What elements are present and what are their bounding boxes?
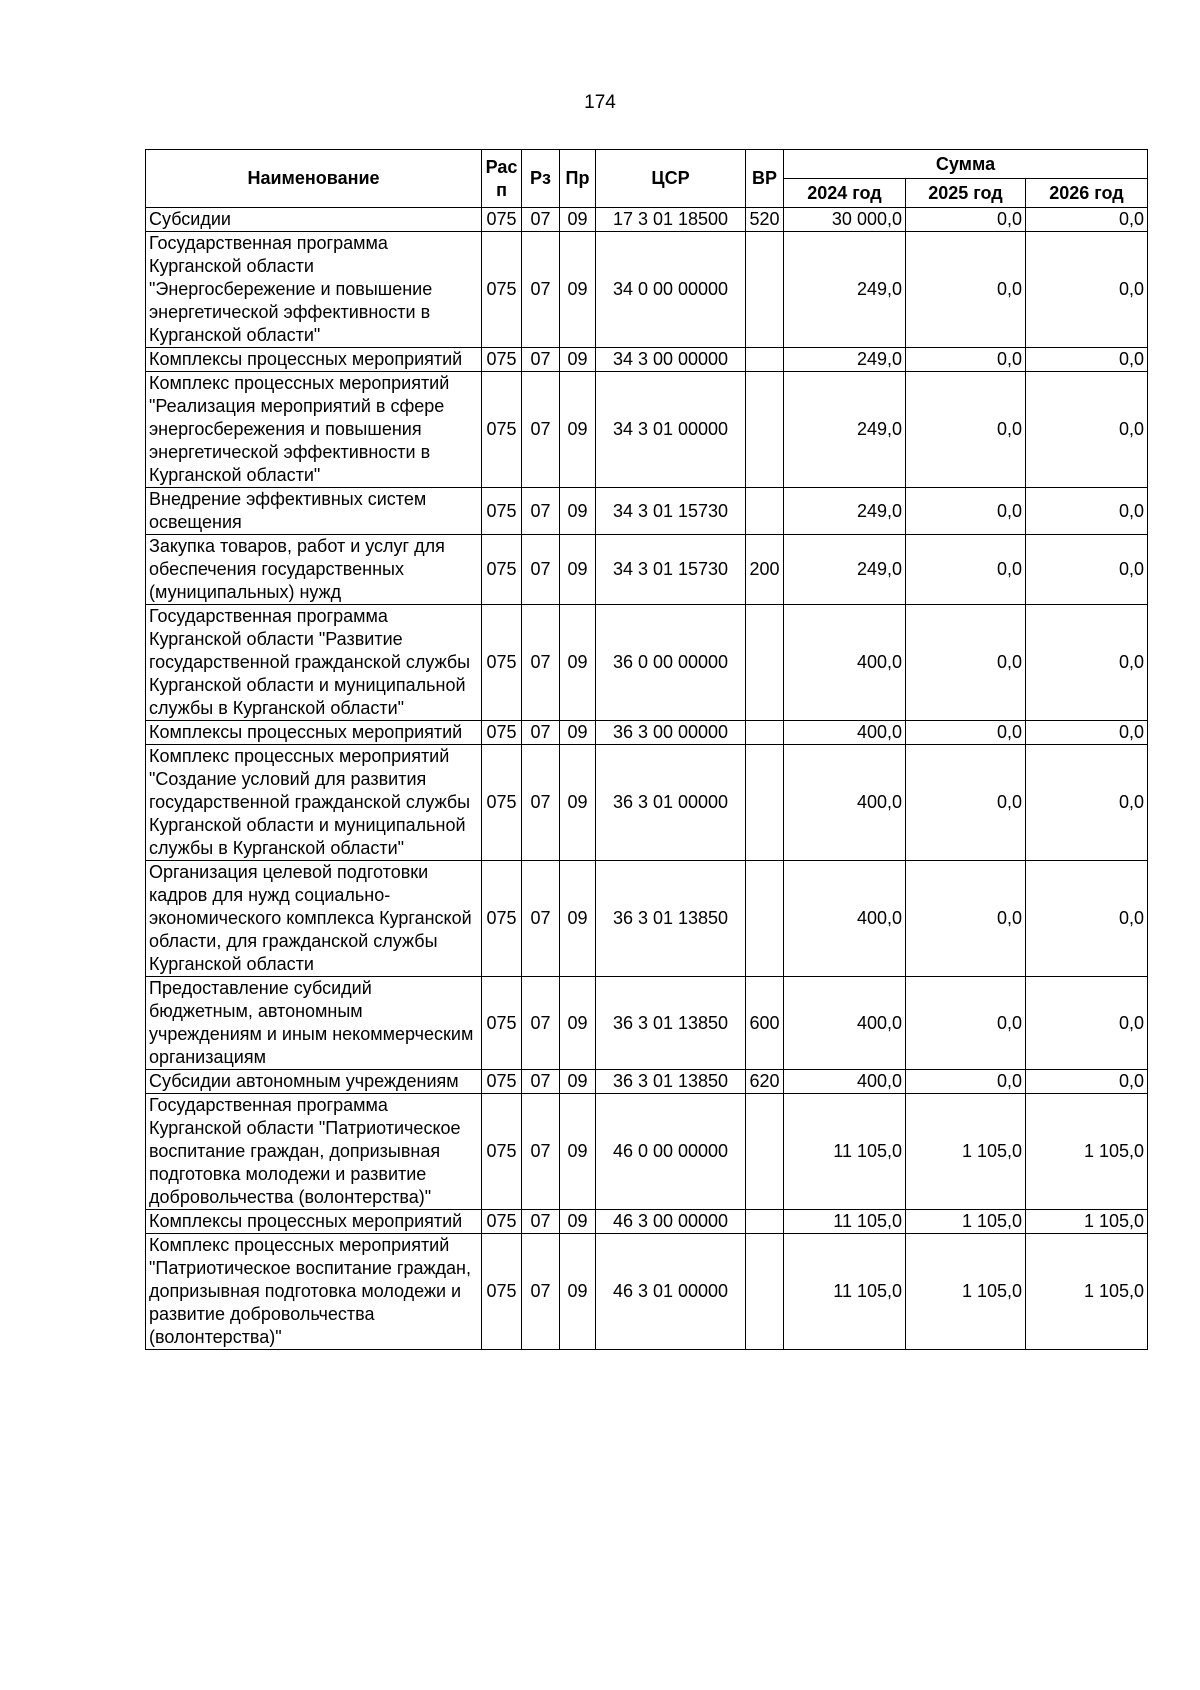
cell-name: Государственная программа Курганской области "Развитие государственной гражданской службы Курганской области и муниципальной службы в Курганской области" (146, 605, 482, 721)
cell-rasp: 075 (482, 232, 522, 348)
cell-2024: 11 105,0 (784, 1094, 906, 1210)
cell-vr (746, 861, 784, 977)
cell-2026: 0,0 (1026, 348, 1148, 372)
cell-2024: 249,0 (784, 372, 906, 488)
cell-vr (746, 372, 784, 488)
cell-pr: 09 (560, 861, 596, 977)
cell-vr (746, 1234, 784, 1350)
cell-name: Предоставление субсидий бюджетным, автономным учреждениям и иным некоммерческим организациям (146, 977, 482, 1070)
cell-2025: 0,0 (906, 348, 1026, 372)
cell-2024: 11 105,0 (784, 1234, 906, 1350)
cell-2025: 0,0 (906, 1070, 1026, 1094)
cell-rz: 07 (522, 232, 560, 348)
table-row (146, 861, 1148, 977)
cell-csr: 34 0 00 00000 (596, 232, 746, 348)
cell-rz: 07 (522, 977, 560, 1070)
header-csr: ЦСР (596, 150, 746, 208)
cell-2024: 400,0 (784, 745, 906, 861)
cell-2025: 0,0 (906, 605, 1026, 721)
cell-pr: 09 (560, 1070, 596, 1094)
cell-vr (746, 605, 784, 721)
cell-2026: 0,0 (1026, 535, 1148, 605)
cell-2026: 0,0 (1026, 1070, 1148, 1094)
cell-vr (746, 1210, 784, 1234)
cell-pr: 09 (560, 372, 596, 488)
cell-2024: 249,0 (784, 488, 906, 535)
cell-rz: 07 (522, 208, 560, 232)
cell-name: Субсидии (146, 208, 482, 232)
cell-2026: 0,0 (1026, 372, 1148, 488)
table-row (146, 745, 1148, 861)
cell-csr: 34 3 01 15730 (596, 535, 746, 605)
cell-vr (746, 348, 784, 372)
cell-csr: 34 3 00 00000 (596, 348, 746, 372)
header-rz: Рз (522, 150, 560, 208)
cell-2024: 400,0 (784, 721, 906, 745)
table-header (146, 150, 1148, 208)
cell-name: Государственная программа Курганской области "Патриотическое воспитание граждан, допризывная подготовка молодежи и развитие добровольчества (волонтерства)" (146, 1094, 482, 1210)
cell-rasp: 075 (482, 861, 522, 977)
cell-pr: 09 (560, 605, 596, 721)
cell-name: Комплексы процессных мероприятий (146, 348, 482, 372)
cell-2024: 400,0 (784, 977, 906, 1070)
cell-rasp: 075 (482, 977, 522, 1070)
cell-pr: 09 (560, 1210, 596, 1234)
table-row (146, 605, 1148, 721)
cell-2025: 0,0 (906, 861, 1026, 977)
cell-2025: 0,0 (906, 488, 1026, 535)
cell-2024: 249,0 (784, 535, 906, 605)
cell-csr: 46 0 00 00000 (596, 1094, 746, 1210)
cell-pr: 09 (560, 721, 596, 745)
cell-2025: 0,0 (906, 721, 1026, 745)
table-row (146, 372, 1148, 488)
cell-2026: 0,0 (1026, 745, 1148, 861)
cell-csr: 36 0 00 00000 (596, 605, 746, 721)
cell-rasp: 075 (482, 1234, 522, 1350)
cell-2026: 1 105,0 (1026, 1210, 1148, 1234)
cell-csr: 36 3 01 13850 (596, 977, 746, 1070)
cell-2026: 1 105,0 (1026, 1234, 1148, 1350)
cell-2024: 400,0 (784, 1070, 906, 1094)
cell-2025: 1 105,0 (906, 1094, 1026, 1210)
cell-2025: 0,0 (906, 372, 1026, 488)
cell-vr (746, 488, 784, 535)
cell-pr: 09 (560, 208, 596, 232)
header-name: Наименование (146, 150, 482, 208)
cell-vr: 520 (746, 208, 784, 232)
header-pr: Пр (560, 150, 596, 208)
cell-2024: 400,0 (784, 861, 906, 977)
cell-2026: 0,0 (1026, 721, 1148, 745)
cell-rasp: 075 (482, 1070, 522, 1094)
cell-name: Субсидии автономным учреждениям (146, 1070, 482, 1094)
cell-rasp: 075 (482, 348, 522, 372)
cell-2025: 1 105,0 (906, 1234, 1026, 1350)
cell-pr: 09 (560, 535, 596, 605)
table-row (146, 208, 1148, 232)
table-row (146, 348, 1148, 372)
cell-pr: 09 (560, 232, 596, 348)
header-vr: ВР (746, 150, 784, 208)
cell-rz: 07 (522, 1210, 560, 1234)
header-2026: 2026 год (1026, 179, 1148, 208)
cell-rz: 07 (522, 488, 560, 535)
cell-2026: 0,0 (1026, 488, 1148, 535)
cell-pr: 09 (560, 348, 596, 372)
cell-2026: 0,0 (1026, 977, 1148, 1070)
cell-vr (746, 721, 784, 745)
budget-table (145, 149, 1148, 1350)
cell-vr: 200 (746, 535, 784, 605)
table-row (146, 1094, 1148, 1210)
cell-pr: 09 (560, 745, 596, 861)
cell-vr (746, 1094, 784, 1210)
cell-name: Организация целевой подготовки кадров для нужд социально-экономического комплекса Курганской области, для гражданской службы Курганской области (146, 861, 482, 977)
cell-2024: 400,0 (784, 605, 906, 721)
cell-rasp: 075 (482, 721, 522, 745)
cell-rasp: 075 (482, 488, 522, 535)
table-row (146, 1210, 1148, 1234)
cell-rasp: 075 (482, 1210, 522, 1234)
cell-csr: 34 3 01 15730 (596, 488, 746, 535)
cell-rz: 07 (522, 372, 560, 488)
page-number: 174 (584, 92, 616, 113)
cell-2026: 1 105,0 (1026, 1094, 1148, 1210)
cell-rasp: 075 (482, 535, 522, 605)
cell-rasp: 075 (482, 372, 522, 488)
cell-rz: 07 (522, 535, 560, 605)
cell-2026: 0,0 (1026, 605, 1148, 721)
cell-csr: 36 3 00 00000 (596, 721, 746, 745)
header-2025: 2025 год (906, 179, 1026, 208)
cell-name: Комплекс процессных мероприятий "Реализация мероприятий в сфере энергосбережения и повышения энергетической эффективности в Курганской области" (146, 372, 482, 488)
cell-2024: 30 000,0 (784, 208, 906, 232)
cell-name: Комплекс процессных мероприятий "Создание условий для развития государственной гражданской службы Курганской области и муниципальной службы в Курганской области" (146, 745, 482, 861)
cell-rasp: 075 (482, 1094, 522, 1210)
cell-name: Комплексы процессных мероприятий (146, 721, 482, 745)
header-sum: Сумма (784, 150, 1148, 179)
cell-pr: 09 (560, 977, 596, 1070)
table-row (146, 1070, 1148, 1094)
cell-rasp: 075 (482, 605, 522, 721)
cell-rz: 07 (522, 745, 560, 861)
cell-csr: 34 3 01 00000 (596, 372, 746, 488)
cell-2024: 11 105,0 (784, 1210, 906, 1234)
cell-rz: 07 (522, 605, 560, 721)
cell-rz: 07 (522, 1070, 560, 1094)
cell-vr (746, 745, 784, 861)
cell-name: Комплексы процессных мероприятий (146, 1210, 482, 1234)
cell-csr: 46 3 01 00000 (596, 1234, 746, 1350)
cell-pr: 09 (560, 1234, 596, 1350)
table-row (146, 1234, 1148, 1350)
cell-rz: 07 (522, 1094, 560, 1210)
cell-csr: 46 3 00 00000 (596, 1210, 746, 1234)
table-body (146, 208, 1148, 1350)
cell-2024: 249,0 (784, 232, 906, 348)
cell-vr: 620 (746, 1070, 784, 1094)
cell-vr: 600 (746, 977, 784, 1070)
cell-pr: 09 (560, 1094, 596, 1210)
cell-name: Государственная программа Курганской области "Энергосбережение и повышение энергетической эффективности в Курганской области" (146, 232, 482, 348)
cell-name: Комплекс процессных мероприятий "Патриотическое воспитание граждан, допризывная подготовка молодежи и развитие добровольчества (волонтерства)" (146, 1234, 482, 1350)
cell-2026: 0,0 (1026, 232, 1148, 348)
cell-2025: 0,0 (906, 232, 1026, 348)
cell-2024: 249,0 (784, 348, 906, 372)
cell-2026: 0,0 (1026, 861, 1148, 977)
table-row (146, 535, 1148, 605)
cell-2026: 0,0 (1026, 208, 1148, 232)
cell-rz: 07 (522, 348, 560, 372)
cell-2025: 0,0 (906, 535, 1026, 605)
cell-csr: 36 3 01 00000 (596, 745, 746, 861)
cell-2025: 0,0 (906, 977, 1026, 1070)
table-row (146, 232, 1148, 348)
cell-name: Закупка товаров, работ и услуг для обеспечения государственных (муниципальных) нужд (146, 535, 482, 605)
table-row (146, 488, 1148, 535)
cell-rz: 07 (522, 721, 560, 745)
cell-csr: 17 3 01 18500 (596, 208, 746, 232)
cell-rz: 07 (522, 861, 560, 977)
table-row (146, 977, 1148, 1070)
header-rasp: Рас п (482, 150, 522, 208)
cell-2025: 1 105,0 (906, 1210, 1026, 1234)
cell-2025: 0,0 (906, 208, 1026, 232)
cell-vr (746, 232, 784, 348)
cell-rasp: 075 (482, 208, 522, 232)
cell-rz: 07 (522, 1234, 560, 1350)
cell-csr: 36 3 01 13850 (596, 861, 746, 977)
cell-csr: 36 3 01 13850 (596, 1070, 746, 1094)
cell-name: Внедрение эффективных систем освещения (146, 488, 482, 535)
cell-rasp: 075 (482, 745, 522, 861)
table-row (146, 721, 1148, 745)
cell-2025: 0,0 (906, 745, 1026, 861)
cell-pr: 09 (560, 488, 596, 535)
header-2024: 2024 год (784, 179, 906, 208)
